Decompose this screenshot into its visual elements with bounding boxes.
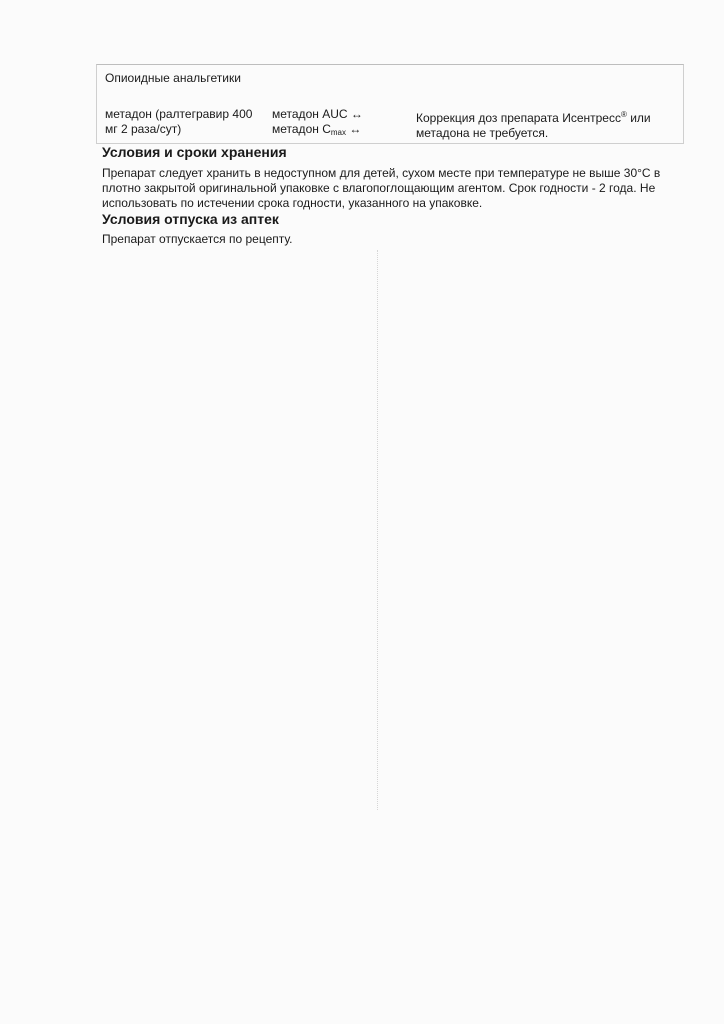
recommendation-text: Коррекция доз препарата Исентресс — [416, 111, 621, 125]
dispensing-heading: Условия отпуска из аптек — [102, 211, 279, 227]
dispensing-text: Препарат отпускается по рецепту. — [102, 232, 293, 246]
registered-mark: ® — [620, 110, 627, 119]
drug-line-1: метадон (ралтегравир 400 — [105, 107, 253, 121]
recommendation-text-end: или — [626, 111, 651, 125]
effect-cmax-suffix: ↔ — [346, 122, 362, 136]
storage-text — [102, 166, 682, 211]
storage-heading: Условия и сроки хранения — [102, 144, 287, 160]
drug-cell — [105, 107, 265, 137]
scan-artifact-line — [377, 250, 378, 810]
drug-line-2: мг 2 раза/сут) — [105, 122, 182, 136]
recommendation-line-1 — [416, 107, 676, 126]
effect-cell — [272, 107, 402, 140]
interaction-table — [96, 64, 684, 144]
storage-line-3: использовать по истечении срока годности, указанного на упаковке. — [102, 196, 483, 210]
effect-cmax-subscript: max — [330, 128, 346, 137]
recommendation-line-2: метадона не требуется. — [416, 126, 549, 140]
storage-line-2: плотно закрытой оригинальной упаковке с влагопоглощающим агентом. Срок годности - 2 года. Не — [102, 181, 656, 195]
effect-auc: метадон AUC ↔ — [272, 107, 363, 121]
storage-line-1: Препарат следует хранить в недоступном для детей, сухом месте при температуре не выше 30°C в — [102, 166, 661, 180]
recommendation-cell — [416, 107, 676, 141]
drug-group-title: Опиоидные анальгетики — [105, 71, 241, 85]
effect-cmax — [272, 122, 402, 140]
effect-cmax-prefix: метадон C — [272, 122, 331, 136]
